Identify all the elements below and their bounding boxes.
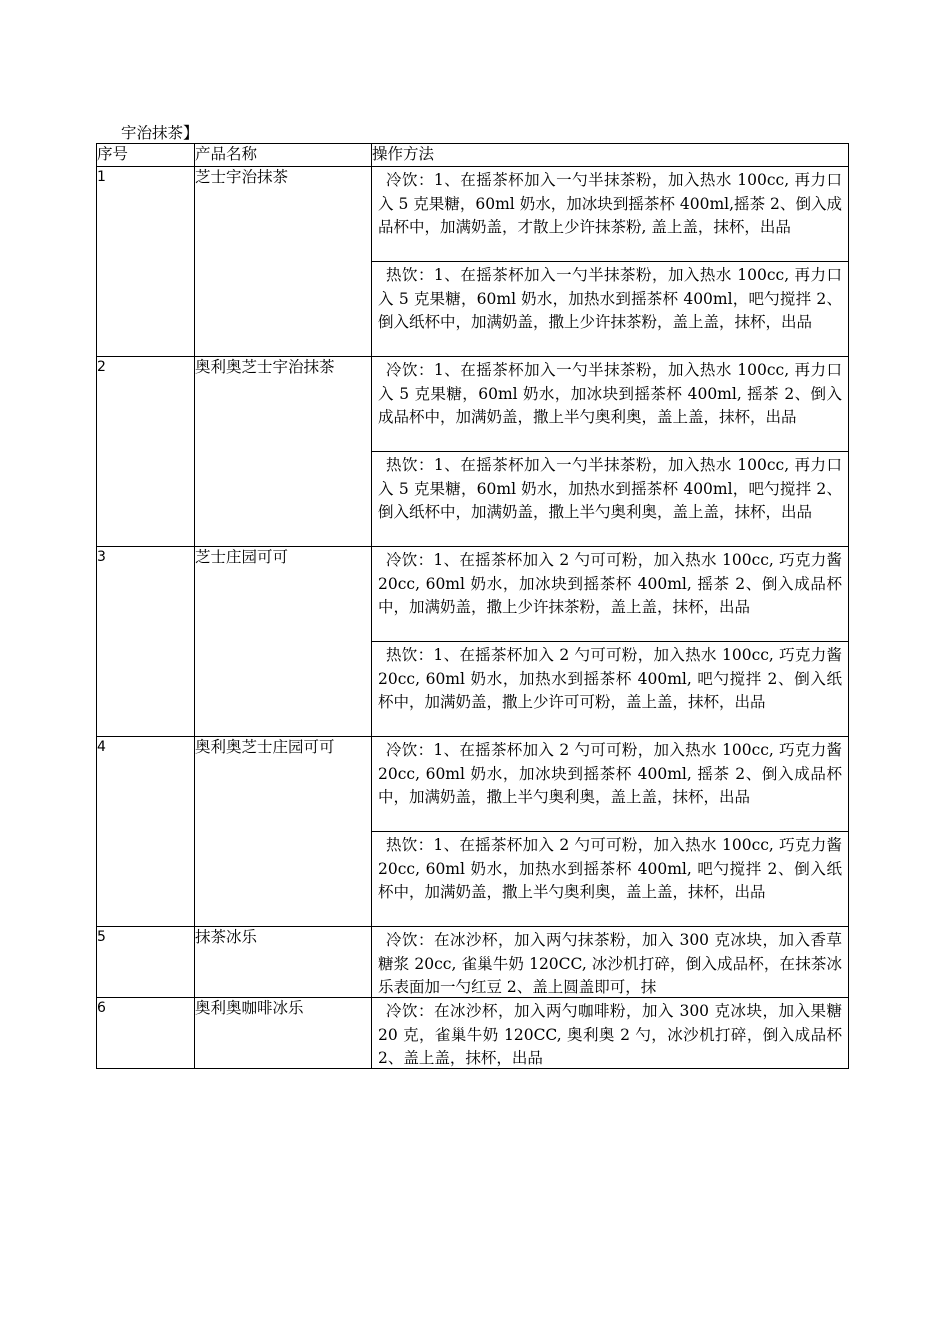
method-cell-cold [372, 547, 849, 642]
row-number: 1 [97, 167, 195, 357]
table-row [97, 927, 849, 998]
method-text: 热饮：1、在摇茶杯加入 2 勺可可粉，加入热水 100cc, 巧克力酱 20cc, 60ml 奶水，加热水到摇茶杯 400ml, 吧勺搅拌 2、倒入纸杯中，加满奶盖，撒上少许可可粉，盖上盖，抹杯，出品 [378, 646, 842, 711]
method-text: 热饮：1、在摇茶杯加入一勺半抹茶粉，加入热水 100cc, 再力口入 5 克果糖，60ml 奶水，加热水到摇茶杯 400ml，吧勺搅拌 2、倒入纸杯中，加满奶盖，撒上少许抹茶粉，盖上盖，抹杯，出品 [378, 266, 842, 331]
product-name: 奥利奥咖啡冰乐 [195, 998, 372, 1069]
row-number: 4 [97, 737, 195, 927]
method-text: 热饮：1、在摇茶杯加入 2 勺可可粉，加入热水 100cc, 巧克力酱 20cc, 60ml 奶水，加热水到摇茶杯 400ml, 吧勺搅拌 2、倒入纸杯中，加满奶盖，撒上半勺奥利奥，盖上盖，抹杯，出品 [378, 836, 842, 901]
header-name: 产品名称 [195, 144, 372, 167]
table-header-row [97, 144, 849, 167]
method-cell-cold [372, 167, 849, 262]
method-text: 冷饮：在冰沙杯，加入两勺咖啡粉，加入 300 克冰块，加入果糖 20 克，雀巢牛奶 120CC, 奥利奥 2 勺，冰沙机打碎，倒入成品杯 2、盖上盖，抹杯，出品 [378, 1002, 842, 1067]
method-text: 热饮：1、在摇茶杯加入一勺半抹茶粉，加入热水 100cc, 再力口入 5 克果糖，60ml 奶水，加热水到摇茶杯 400ml，吧勺搅拌 2、倒入纸杯中，加满奶盖，撒上半勺奥利奥，盖上盖，抹杯，出品 [378, 456, 842, 521]
method-cell-cold [372, 998, 849, 1069]
header-method: 操作方法 [372, 144, 849, 167]
method-cell-cold [372, 737, 849, 832]
recipe-table [96, 143, 849, 1069]
product-name: 芝士宇治抹茶 [195, 167, 372, 357]
method-text: 冷饮：在冰沙杯，加入两勺抹茶粉，加入 300 克冰块，加入香草糖浆 20cc, 雀巢牛奶 120CC, 冰沙机打碎，倒入成品杯，在抹茶冰乐表面加一勺红豆 2、盖上圆盖即可，抹 [378, 931, 842, 996]
method-cell-cold [372, 357, 849, 452]
product-name: 奥利奥芝士宇治抹茶 [195, 357, 372, 547]
row-number: 3 [97, 547, 195, 737]
table-row [97, 167, 849, 262]
method-text: 冷饮：1、在摇茶杯加入一勺半抹茶粉，加入热水 100cc, 再力口入 5 克果糖，60ml 奶水，加冰块到摇茶杯 400ml,摇茶 2、倒入成品杯中，加满奶盖，才散上少许抹茶粉, 盖上盖，抹杯，出品 [378, 171, 842, 236]
table-row [97, 737, 849, 832]
method-cell-hot [372, 452, 849, 547]
table-row [97, 357, 849, 452]
table-row [97, 998, 849, 1069]
product-name: 抹茶冰乐 [195, 927, 372, 998]
method-text: 冷饮：1、在摇茶杯加入 2 勺可可粉，加入热水 100cc, 巧克力酱 20cc, 60ml 奶水，加冰块到摇茶杯 400ml, 摇茶 2、倒入成品杯中，加满奶盖，撒上少许抹茶粉，盖上盖，抹杯，出品 [378, 551, 842, 616]
row-number: 2 [97, 357, 195, 547]
method-cell-cold [372, 927, 849, 998]
method-cell-hot [372, 642, 849, 737]
product-name: 芝士庄园可可 [195, 547, 372, 737]
row-number: 5 [97, 927, 195, 998]
header-no: 序号 [97, 144, 195, 167]
method-cell-hot [372, 832, 849, 927]
method-text: 冷饮：1、在摇茶杯加入一勺半抹茶粉，加入热水 100cc, 再力口入 5 克果糖，60ml 奶水，加冰块到摇茶杯 400ml, 摇茶 2、倒入成品杯中，加满奶盖，撒上半勺奥利奥，盖上盖，抹杯，出品 [378, 361, 842, 426]
row-number: 6 [97, 998, 195, 1069]
page-heading: 宇治抹茶】 [121, 124, 199, 142]
method-cell-hot [372, 262, 849, 357]
method-text: 冷饮：1、在摇茶杯加入 2 勺可可粉，加入热水 100cc, 巧克力酱 20cc, 60ml 奶水，加冰块到摇茶杯 400ml, 摇茶 2、倒入成品杯中，加满奶盖，撒上半勺奥利奥，盖上盖，抹杯，出品 [378, 741, 842, 806]
table-row [97, 547, 849, 642]
product-name: 奥利奥芝士庄园可可 [195, 737, 372, 927]
